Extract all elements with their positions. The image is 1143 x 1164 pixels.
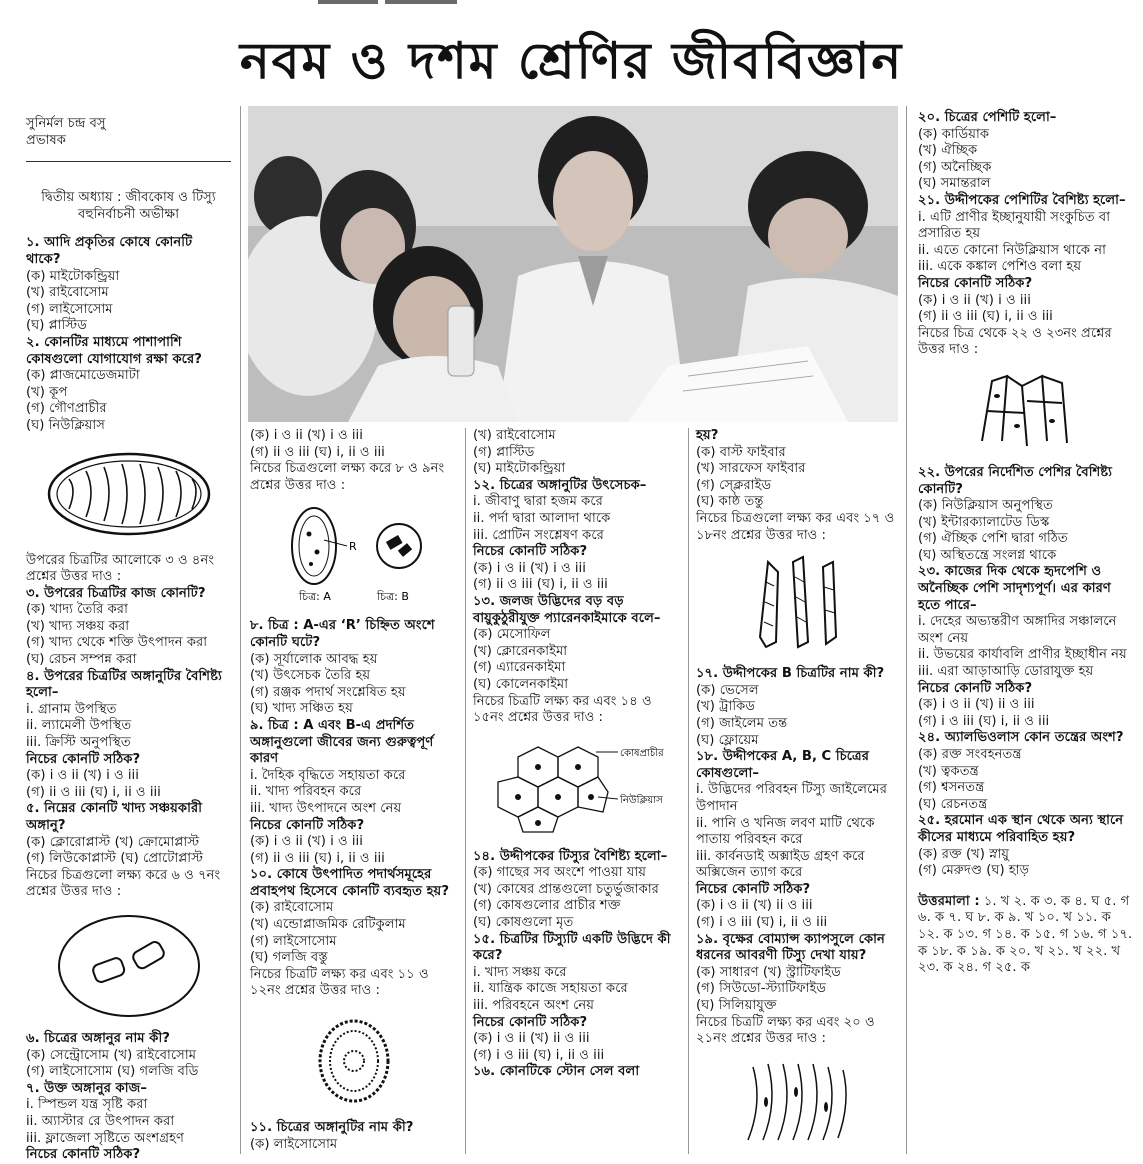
option-text: (গ) ii ও iii (ঘ) i, ii ও iii (918, 309, 1053, 325)
question-list (250, 428, 458, 494)
question-text: ২১. উদ্দীপকের পেশিটির বৈশিষ্ট্য হলো– (918, 192, 1126, 208)
option-text: নিচের চিত্রগুলো লক্ষ্য করে ৮ ও ৯নং প্রশ্নের উত্তর দাও : (250, 461, 445, 493)
option-text: (গ) i ও iii (ঘ) i, ii ও iii (473, 1047, 605, 1063)
question-text: ২৪. অ্যালভিওলাস কোন তন্ত্রের অংশ? (918, 730, 1124, 746)
label-nucleus: নিউক্লিয়াস (620, 794, 663, 806)
option-text: iii. এরা আড়াআড়ি ডোরাযুক্ত হয় (918, 664, 1094, 680)
option-text: i. জীবাণু দ্বারা হজম করে (473, 494, 603, 510)
column-divider (465, 428, 466, 1154)
author-designation: প্রভাষক (26, 132, 66, 148)
option-text: iii. ক্রিস্টি অনুপস্থিত (26, 735, 131, 751)
option-text: ii. ল্যামেলী উপস্থিত (26, 718, 132, 734)
option-text: (ঘ) কোলেনকাইমা (473, 676, 569, 692)
option-text: (গ) অনৈচ্ছিক (918, 159, 992, 175)
column-4 (696, 428, 900, 1148)
question-text: ৬. চিত্রের অঙ্গানুর নাম কী? (26, 1030, 170, 1046)
question-text: নিচের কোনটি সঠিক? (26, 751, 141, 767)
question-list (26, 235, 231, 434)
option-text: (গ) ঐচ্ছিক পেশি দ্বারা গঠিত (918, 531, 1068, 547)
option-text: (খ) ইন্টারক্যালাটেড ডিস্ক (918, 514, 1050, 530)
option-text: (ক) সূর্যালোক আবদ্ধ হয় (250, 651, 378, 667)
answer-key-text: ১. খ ২. ক ৩. ক ৪. ঘ ৫. গ ৬. ক ৭. ঘ ৮. ক ৯. খ ১০. খ ১১. ক ১২. ক ১৩. গ ১৪. ক ১৫. গ ১৬. গ ১৭. ক ১৮. ক ১৯. ক ২০. খ ২১. খ ২২. খ ২৩. ক ২৪. গ ২৫. ক (918, 893, 1133, 976)
option-text: (গ) কোষগুলোর প্রাচীর শক্ত (473, 898, 621, 914)
author-name: সুনির্মল চন্দ্র বসু (26, 116, 106, 131)
option-text: (খ) উৎসেচক তৈরি হয় (250, 668, 371, 684)
question-text: ৯. চিত্র : A এবং B-এ প্রদর্শিত অঙ্গানুগুলো জীবের জন্য গুরুত্বপূর্ণ কারণ (250, 717, 434, 767)
option-text: উপরের চিত্রটির আলোকে ৩ ও ৪নং প্রশ্নের উত্তর দাও : (26, 552, 215, 585)
option-text: (গ) ii ও iii (ঘ) i, ii ও iii (250, 444, 385, 460)
question-text: ২৫. হরমোন এক স্থান থেকে অন্য স্থানে কীসের মাধ্যমে পরিবাহিত হয়? (918, 813, 1124, 845)
chapter-subtitle: বহুনির্বাচনী অভীক্ষা (77, 206, 180, 222)
question-text: ৩. উপরের চিত্রটির কাজ কোনটি? (26, 585, 206, 601)
option-text: (খ) খাদ্য সঞ্চয় করা (26, 618, 130, 634)
option-text: (গ) সিউডো-স্ট্যাটিফাইড (696, 981, 827, 997)
parenchyma-figure (478, 737, 678, 837)
option-text: নিচের চিত্রটি লক্ষ্য কর এবং ১১ ও ১২নং প্রশ্নের উত্তর দাও : (250, 966, 429, 999)
question-text: নিচের কোনটি সঠিক? (918, 680, 1033, 696)
option-text: (ঘ) রেচনতন্ত্র (918, 796, 988, 812)
option-text: (ঘ) গলজি বস্তু (250, 950, 328, 966)
question-text: নিচের কোনটি সঠিক? (250, 817, 365, 833)
question-list (250, 1120, 458, 1153)
option-text: (গ) স্ক্লেরাইড (696, 477, 772, 493)
label-figure-b: চিত্র: B (377, 590, 409, 604)
option-text: (ঘ) ফ্লোয়েম (696, 732, 759, 748)
question-text: ২২. উপরের নির্দেশিত পেশির বৈশিষ্ট্য কোনটি? (918, 464, 1113, 497)
smooth-muscle-figure (733, 1062, 863, 1142)
column-2 (250, 428, 458, 1153)
option-text: (ক) রাইবোসোম (250, 900, 334, 916)
option-text: নিচের চিত্রটি লক্ষ্য কর এবং ১৪ ও ১৫নং প্রশ্নের উত্তর দাও : (473, 693, 652, 726)
option-text: (খ) রাইবোসোম (26, 285, 109, 301)
option-text: (ক) সাধারণ (খ) স্ট্রাটিফাইড (696, 964, 841, 980)
option-text: (গ) এ্যারেনকাইমা (473, 660, 566, 676)
question-text: ৫. নিম্নের কোনটি খাদ্য সঞ্চয়কারী অঙ্গানু? (26, 801, 202, 833)
question-text: ১১. চিত্রের অঙ্গানুটির নাম কী? (250, 1120, 414, 1136)
option-text: (খ) ত্বকতন্ত্র (918, 763, 979, 779)
option-text: ii. উভয়ের কার্যাবলি প্রাণীর ইচ্ছাধীন নয় (918, 647, 1127, 663)
centrosome-figure (54, 911, 204, 1021)
option-text: (ক) খাদ্য তৈরি করা (26, 602, 128, 618)
question-text: নিচের কোনটি সঠিক? (473, 1014, 588, 1030)
option-text: ii. যান্ত্রিক কাজে সহায়তা করে (473, 981, 628, 997)
option-text: (খ) ঐচ্ছিক (918, 143, 978, 159)
option-text: ii. খাদ্য পরিবহন করে (250, 784, 362, 800)
option-text: (ক) i ও ii (খ) i ও iii (918, 292, 1031, 308)
option-text: (ক) i ও ii (খ) ii ও iii (918, 697, 1035, 713)
option-text: (ক) কার্ডিয়াক (918, 126, 990, 142)
option-text: ii. পর্দা দ্বারা আলাদা থাকে (473, 510, 611, 526)
option-text: (গ) ii ও iii (ঘ) i, ii ও iii (26, 784, 161, 800)
option-text: (গ) প্লাস্টিড (473, 444, 535, 460)
question-text: নিচের কোনটি সঠিক? (696, 881, 811, 897)
option-text: i. এটি প্রাণীর ইচ্ছানুযায়ী সংকুচিত বা প্রসারিত হয় (918, 209, 1111, 242)
option-text: (ক) ভেসেল (696, 682, 759, 698)
column-1 (26, 116, 231, 1164)
option-text: (ক) i ও ii (খ) i ও iii (250, 428, 363, 443)
option-text: iii. খাদ্য উৎপাদনে অংশ নেয় (250, 800, 402, 816)
option-text: iii. পরিবহনে অংশ নেয় (473, 998, 595, 1014)
option-text: iii. ফ্লাজেলা সৃষ্টিতে অংশগ্রহণ (26, 1130, 184, 1146)
option-text: (ক) রক্ত (খ) স্নায়ু (918, 846, 1010, 862)
option-text: (ক) লাইসোসোম (250, 1136, 338, 1152)
option-text: (গ) গৌণপ্রাচীর (26, 401, 107, 417)
question-list (26, 553, 231, 901)
question-text: ১৫. চিত্রটির টিস্যুটি একটি উদ্ভিদে কী করে? (473, 931, 671, 964)
option-text: (ঘ) নিউক্লিয়াস (26, 417, 105, 433)
option-text: (ঘ) কাষ্ঠ তন্তু (696, 494, 764, 510)
column-divider (240, 106, 241, 1154)
option-text: (ক) নিউক্লিয়াস অনুপস্থিত (918, 498, 1053, 514)
option-text: (গ) মেরুদণ্ড (ঘ) হাড় (918, 863, 1030, 879)
cardiac-muscle-figure (967, 371, 1087, 451)
label-cell-wall: কোষপ্রাচীর (620, 747, 664, 759)
students-exam-photo (248, 106, 898, 422)
xylem-cells-figure (738, 552, 858, 652)
question-text: ১৯. বৃক্ষের বোম্যান্স ক্যাপসুলে কোন ধরনের আবরণী টিস্যু দেখা যায়? (696, 931, 885, 964)
option-text: (ক) সেন্ট্রোসোম (খ) রাইবোসোম (26, 1047, 197, 1063)
option-text: i. দেহের অভ্যন্তরীণ অঙ্গাদির সঞ্চালনে অংশ নেয় (918, 614, 1117, 646)
option-text: (ঘ) খাদ্য সঞ্চিত হয় (250, 701, 353, 717)
option-text: (গ) লাইসোসোম (ঘ) গলজি বডি (26, 1064, 199, 1080)
column-divider (906, 106, 907, 1154)
option-text: (খ) এন্ডোপ্লাজমিক রেটিকুলাম (250, 917, 406, 933)
option-text: (ঘ) মাইটোকন্ড্রিয়া (473, 461, 566, 477)
option-text: (খ) ট্রাকিড (696, 699, 756, 715)
question-text: ৪. উপরের চিত্রটির অঙ্গানুটির বৈশিষ্ট্য হলো– (26, 668, 222, 701)
option-text: নিচের চিত্রটি লক্ষ্য কর এবং ২০ ও ২১নং প্রশ্নের উত্তর দাও : (696, 1014, 875, 1047)
question-text: নিচের কোনটি সঠিক? (26, 1147, 141, 1163)
option-text: (গ) ii ও iii (ঘ) i, ii ও iii (473, 577, 608, 593)
question-text: ১৮. উদ্দীপকের A, B, C চিত্রের কোষগুলো– (696, 749, 869, 781)
question-text: ১৬. কোনটিকে স্টোন সেল বলা (473, 1064, 640, 1080)
answer-key-label: উত্তরমালা : (918, 893, 980, 909)
column-3 (473, 428, 683, 1081)
option-text: (গ) শ্বসনতন্ত্র (918, 780, 985, 796)
question-text: নিচের কোনটি সঠিক? (918, 275, 1033, 291)
question-text: ২৩. কাজের দিক থেকে হৃদপেশি ও অনৈচ্ছিক পেশি সাদৃশ্যপূর্ণ। এর কারণ হতে পারে– (918, 564, 1111, 613)
question-list (918, 465, 1136, 880)
option-text: (ক) মাইটোকন্ড্রিয়া (26, 268, 120, 284)
option-text: (ক) গাছের সব অংশে পাওয়া যায় (473, 865, 647, 881)
option-text: (ঘ) কোষগুলো মৃত (473, 915, 574, 931)
option-text: i. খাদ্য সঞ্চয় করে (473, 964, 567, 980)
top-bar-left (318, 0, 378, 4)
divider-line (26, 161, 231, 162)
question-text: ১. আদি প্রকৃতির কোষে কোনটি থাকে? (26, 235, 193, 267)
option-text: i. স্পিন্ডল যন্ত্র সৃষ্টি করা (26, 1097, 148, 1113)
option-text: (ঘ) সমান্তরাল (918, 176, 991, 192)
option-text: (গ) i ও iii (ঘ) i, ii ও iii (918, 713, 1050, 729)
question-list (696, 428, 900, 544)
option-text: (গ) ii ও iii (ঘ) i, ii ও iii (250, 850, 385, 866)
option-text: (গ) খাদ্য থেকে শক্তি উৎপাদন করা (26, 635, 208, 651)
column-divider (688, 428, 689, 1154)
option-text: (খ) রাইবোসোম (473, 428, 556, 443)
option-text: (ক) i ও ii (খ) ii ও iii (696, 898, 813, 914)
question-text: ১৭. উদ্দীপকের B চিত্রটির নাম কী? (696, 666, 885, 682)
option-text: (খ) কোষের প্রান্তগুলো চতুর্ভুজাকার (473, 881, 659, 897)
option-text: (ক) রক্ত সংবহনতন্ত্র (918, 747, 1022, 762)
option-text: (ঘ) প্লাস্টিড (26, 318, 87, 334)
question-list (473, 428, 683, 727)
question-text: ১০. কোষে উৎপাদিত পদার্থসমূহের প্রবাহপথ হিসেবে কোনটি ব্যবহৃত হয়? (250, 867, 449, 899)
question-text: ৭. উক্ত অঙ্গানুর কাজ– (26, 1080, 147, 1096)
option-text: (খ) সারফেস ফাইবার (696, 461, 806, 477)
option-text: (ক) i ও ii (খ) i ও iii (473, 560, 586, 576)
option-text: (গ) লাইসোসোম (26, 301, 113, 317)
option-text: (ক) i ও ii (খ) i ও iii (26, 768, 139, 784)
option-text: (গ) i ও iii (ঘ) i, ii ও iii (696, 915, 828, 931)
option-text: নিচের চিত্র থেকে ২২ ও ২৩নং প্রশ্নের উত্তর দাও : (918, 325, 1112, 358)
option-text: (ক) মেসোফিল (473, 627, 551, 643)
option-text: ii. অ্যাস্টার রে উৎপাদন করা (26, 1113, 175, 1129)
question-text: হয়? (696, 428, 719, 443)
option-text: (গ) রঞ্জক পদার্থ সংশ্লেষিত হয় (250, 684, 406, 700)
option-text: (ঘ) সিলিয়াযুক্ত (696, 998, 777, 1014)
option-text: (গ) লাইসোসোম (250, 933, 337, 949)
option-text: ii. পানি ও খনিজ লবণ মাটি থেকে পাতায় পরিবহন করে (696, 815, 875, 848)
question-list (26, 1031, 231, 1164)
question-text: ১৪. উদ্দীপকের টিস্যুর বৈশিষ্ট্য হলো– (473, 848, 668, 864)
option-text: iii. কার্বনডাই অক্সাইড গ্রহণ করে অক্সিজেন ত্যাগ করে (696, 848, 865, 881)
question-text: নিচের কোনটি সঠিক? (473, 544, 588, 560)
chapter-title: দ্বিতীয় অধ্যায় : জীবকোষ ও টিস্যু (41, 190, 216, 206)
option-text: (ক) ক্লোরোপ্লাস্ট (খ) ক্রোমোপ্লাস্ট (26, 834, 200, 850)
organelle-ab-figure (259, 504, 449, 604)
question-text: ১৩. জলজ উদ্ভিদের বড় বড় বায়ুকুঠুরীযুক্ত প্যারেনকাইমাকে বলে– (473, 593, 661, 626)
option-text: i. উদ্ভিদের পরিবহন টিস্যু জাইলেমের উপাদান (696, 782, 887, 814)
page-title: নবম ও দশম শ্রেণির জীববিজ্ঞান (239, 31, 904, 90)
lysosome-figure (314, 1016, 394, 1106)
option-text: iii. একে কঙ্কাল পেশিও বলা হয় (918, 259, 1082, 275)
option-text: (ক) প্লাজমোডেজমাটা (26, 368, 140, 384)
label-figure-a: চিত্র: A (299, 590, 331, 604)
question-text: ২০. চিত্রের পেশিটি হলো– (918, 110, 1057, 125)
option-text: (ক) i ও ii (খ) ii ও iii (473, 1031, 590, 1047)
option-text: নিচের চিত্রগুলো লক্ষ্য কর এবং ১৭ ও ১৮নং প্রশ্নের উত্তর দাও : (696, 510, 895, 543)
option-text: (খ) ক্লোরেনকাইমা (473, 643, 568, 659)
option-text: i. দৈহিক বৃদ্ধিতে সহায়তা করে (250, 767, 406, 783)
question-text: ২. কোনটির মাধ্যমে পাশাপাশি কোষগুলো যোগাযোগ রক্ষা করে? (26, 334, 202, 367)
label-r: R (349, 540, 357, 554)
top-bar-right (385, 0, 457, 4)
question-list (918, 110, 1136, 359)
question-list (696, 666, 900, 1048)
option-text: (গ) জাইলেম তন্ত (696, 715, 788, 731)
column-5 (918, 110, 1136, 977)
option-text: (খ) কূপ (26, 384, 68, 400)
mitochondria-figure (44, 449, 214, 539)
question-text: ১২. চিত্রের অঙ্গানুটির উৎসেচক– (473, 477, 647, 493)
option-text: (গ) লিউকোপ্লাস্ট (ঘ) প্রোটোপ্লাস্ট (26, 851, 204, 867)
question-list (473, 849, 683, 1081)
option-text: ii. এতে কোনো নিউক্লিয়াস থাকে না (918, 242, 1107, 258)
question-text: ৮. চিত্র : A-এর ‘R’ চিহ্নিত অংশে কোনটি ঘটে? (250, 618, 435, 650)
option-text: iii. প্রোটিন সংশ্লেষণ করে (473, 527, 604, 543)
option-text: (ক) বাস্ট ফাইবার (696, 444, 786, 460)
question-list (250, 618, 458, 1000)
option-text: i. গ্রানাম উপস্থিত (26, 701, 117, 717)
option-text: (ঘ) রেচন সম্পন্ন করা (26, 652, 137, 668)
photo-illustration (248, 106, 898, 422)
answer-key (918, 894, 1136, 977)
option-text: নিচের চিত্রগুলো লক্ষ্য করে ৬ ও ৭নং প্রশ্নের উত্তর দাও : (26, 867, 221, 900)
option-text: (ঘ) অস্থিতন্ত্রে সংলগ্ন থাকে (918, 547, 1057, 563)
option-text: (ক) i ও ii (খ) i ও iii (250, 834, 363, 850)
